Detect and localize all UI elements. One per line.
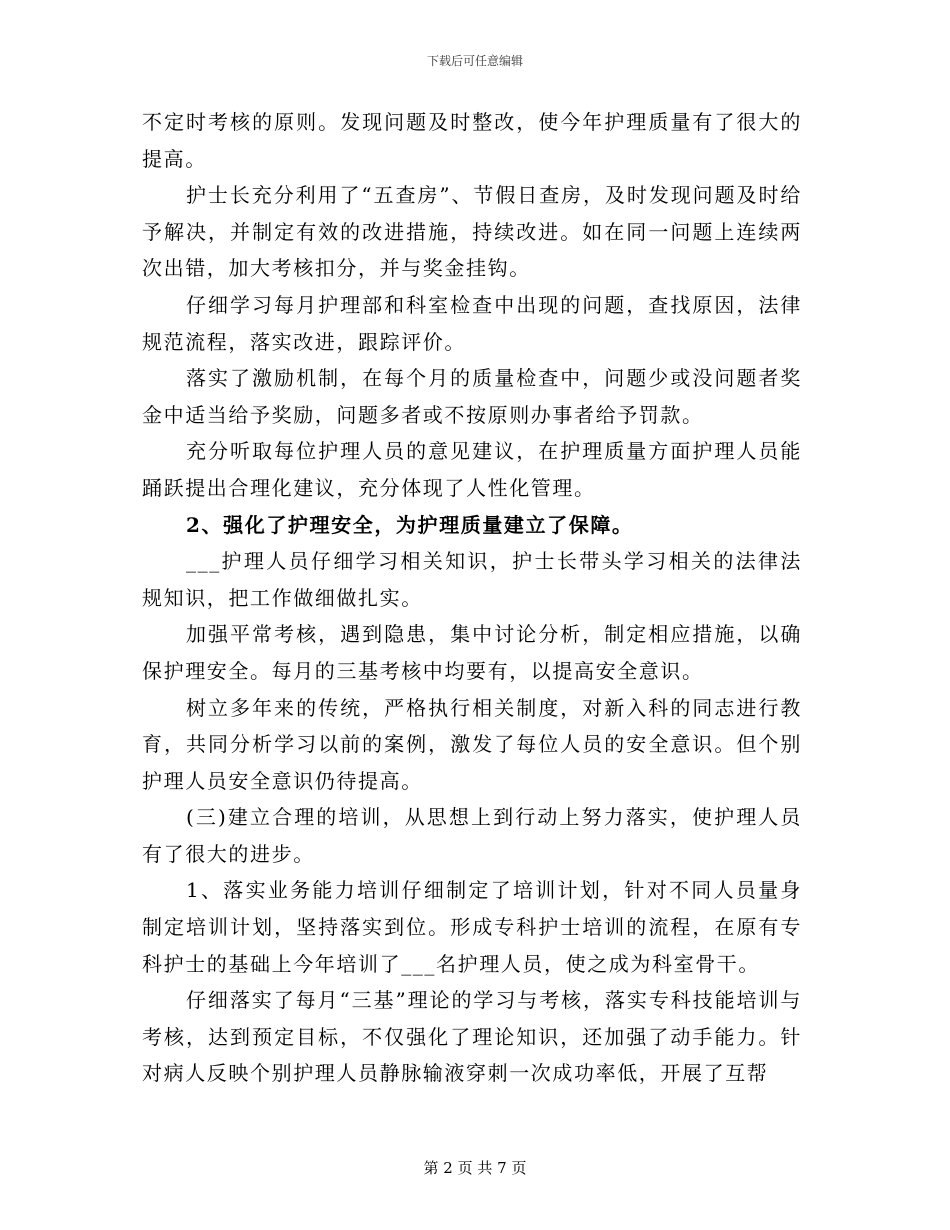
paragraph-continued: 不定时考核的原则。发现问题及时整改，使今年护理质量有了很大的提高。 bbox=[142, 110, 802, 171]
paragraph: (三)建立合理的培训，从思想上到行动上努力落实，使护理人员有了很大的进步。 bbox=[142, 805, 802, 866]
paragraph: 加强平常考核，遇到隐患，集中讨论分析，制定相应措施，以确保护理安全。每月的三基考核中均要有，以提高安全意识。 bbox=[142, 622, 802, 683]
paragraph: 1、落实业务能力培训仔细制定了培训计划，针对不同人员量身制定培训计划，坚持落实到位。形成专科护士培训的流程，在原有专科护士的基础上今年培训了___名护理人员，使之成为科室骨干。 bbox=[142, 878, 802, 976]
paragraph: 落实了激励机制，在每个月的质量检查中，问题少或没问题者奖金中适当给予奖励，问题多者或不按原则办事者给予罚款。 bbox=[142, 366, 802, 427]
page-footer: 第 2 页 共 7 页 bbox=[423, 1159, 527, 1177]
page-header: 下载后可任意编辑 bbox=[426, 54, 523, 68]
paragraph: 仔细落实了每月“三基”理论的学习与考核，落实专科技能培训与考核，达到预定目标，不仅强化了理论知识，还加强了动手能力。针对病人反映个别护理人员静脉输液穿刺一次成功率低，开展了互帮 bbox=[142, 988, 802, 1086]
paragraph: 护士长充分利用了“五查房”、节假日查房，及时发现问题及时给予解决，并制定有效的改进措施，持续改进。如在同一问题上连续两次出错，加大考核扣分，并与奖金挂钩。 bbox=[142, 183, 802, 281]
paragraph: 树立多年来的传统，严格执行相关制度，对新入科的同志进行教育，共同分析学习以前的案例，激发了每位人员的安全意识。但个别护理人员安全意识仍待提高。 bbox=[142, 695, 802, 793]
paragraph: 充分听取每位护理人员的意见建议，在护理质量方面护理人员能踊跃提出合理化建议，充分体现了人性化管理。 bbox=[142, 439, 802, 500]
paragraph: 仔细学习每月护理部和科室检查中出现的问题，查找原因，法律规范流程，落实改进，跟踪评价。 bbox=[142, 292, 802, 354]
section-heading: 2、强化了护理安全，为护理质量建立了保障。 bbox=[186, 512, 634, 537]
document-body bbox=[142, 104, 802, 1092]
paragraph: ___护理人员仔细学习相关知识，护士长带头学习相关的法律法规知识，把工作做细做扎实。 bbox=[142, 549, 802, 610]
